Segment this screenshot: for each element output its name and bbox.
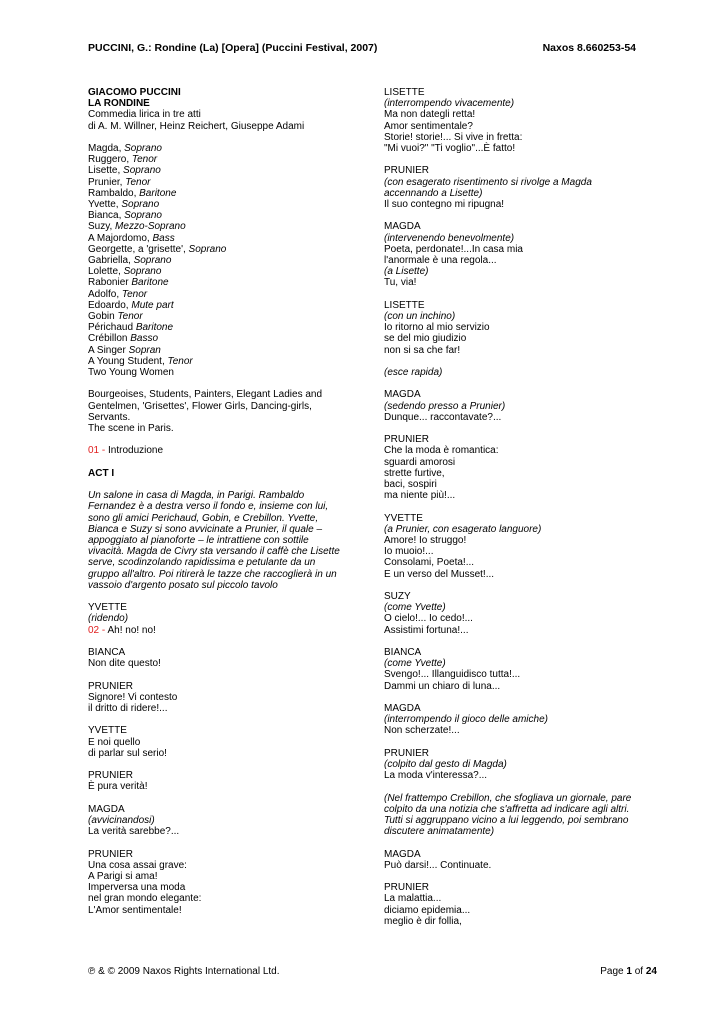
- libretto-line: PRUNIER: [384, 165, 430, 177]
- libretto-line: MAGDA: [384, 221, 421, 233]
- libretto-line: non si sa che far!: [384, 344, 461, 356]
- libretto-line: Io muoio!...: [384, 546, 434, 558]
- voice-type: Soprano: [121, 199, 160, 211]
- line-text: Yvette,: [88, 199, 122, 211]
- libretto-line: "Mi vuoi?" "Ti voglio"...È fatto!: [384, 143, 516, 155]
- libretto-line: MAGDA: [384, 848, 421, 860]
- libretto-line: Dammi un chiaro di luna...: [384, 680, 501, 692]
- spacer: [384, 781, 646, 792]
- libretto-line: [88, 233, 343, 244]
- libretto-line: Poeta, perdonate!...In casa mia: [384, 243, 523, 255]
- libretto-line: [88, 255, 343, 266]
- libretto-line: PRUNIER: [384, 747, 430, 759]
- libretto-line: PRUNIER: [88, 770, 134, 782]
- line-text: Lisette,: [88, 165, 124, 177]
- spacer: [384, 378, 646, 389]
- libretto-line: Un salone in casa di Magda, in Parigi. Rambaldo: [88, 490, 305, 502]
- spacer: [384, 423, 646, 434]
- libretto-line: The scene in Paris.: [88, 423, 174, 435]
- libretto-line: La malattia...: [384, 893, 442, 905]
- libretto-line: [88, 177, 343, 188]
- spacer: [88, 479, 343, 490]
- voice-type: Basso: [130, 333, 159, 345]
- spacer: [384, 580, 646, 591]
- libretto-line: MAGDA: [88, 803, 125, 815]
- libretto-line: (come Yvette): [384, 658, 446, 670]
- libretto-line: [88, 356, 343, 367]
- libretto-line: [88, 199, 343, 210]
- libretto-line: YVETTE: [88, 725, 127, 737]
- libretto-line: PRUNIER: [384, 434, 430, 446]
- libretto-line: [88, 154, 343, 165]
- libretto-line: [88, 445, 343, 456]
- libretto-line: PRUNIER: [88, 848, 134, 860]
- libretto-line: Può darsi!... Continuate.: [384, 859, 492, 871]
- libretto-line: (intervenendo benevolmente): [384, 232, 515, 244]
- spacer: [384, 636, 646, 647]
- voice-type: Tenor: [131, 154, 158, 166]
- voice-type: Baritone: [135, 322, 174, 334]
- libretto-line: GIACOMO PUCCINI: [88, 87, 181, 98]
- spacer: [88, 636, 343, 647]
- libretto-line: vivacità. Magda de Civry sta versando il caffè che Lisette: [88, 546, 340, 558]
- libretto-line: La verità sarebbe?...: [88, 826, 180, 838]
- track-number: 01 -: [88, 445, 109, 457]
- libretto-line: MAGDA: [384, 389, 421, 401]
- libretto-line: (a Prunier, con esagerato languore): [384, 523, 542, 535]
- line-text: A Singer: [88, 344, 129, 356]
- libretto-line: Il suo contegno mi ripugna!: [384, 199, 505, 211]
- libretto-line: [88, 333, 343, 344]
- libretto-line: di parlar sul serio!: [88, 747, 167, 759]
- libretto-line: PRUNIER: [88, 680, 134, 692]
- document-title: PUCCINI, G.: Rondine (La) [Opera] (Puccini Festival, 2007): [88, 42, 378, 54]
- line-text: Magda,: [88, 143, 125, 154]
- libretto-line: Non dite questo!: [88, 658, 161, 670]
- voice-type: Mezzo-Soprano: [115, 221, 186, 233]
- spacer: [88, 793, 343, 804]
- line-text: Rambaldo,: [88, 187, 140, 199]
- libretto-line: [88, 143, 343, 154]
- line-text: Gabriella,: [88, 255, 134, 267]
- libretto-line: Tu, via!: [384, 277, 417, 289]
- page-separator: of: [631, 966, 646, 977]
- libretto-line: [88, 277, 343, 288]
- libretto-line: [88, 345, 343, 356]
- libretto-line: ma niente più!...: [384, 490, 456, 502]
- line-text: Georgette, a 'grisette',: [88, 243, 189, 255]
- libretto-line: Che la moda è romantica:: [384, 445, 499, 457]
- libretto-line: strette furtive,: [384, 467, 445, 479]
- libretto-line: [88, 266, 343, 277]
- libretto-line: discutere animatamente): [384, 826, 495, 838]
- libretto-line: sono gli amici Perichaud, Gobin, e Crebillon. Yvette,: [88, 512, 319, 524]
- libretto-line: PRUNIER: [384, 882, 430, 894]
- libretto-line: ACT I: [88, 467, 115, 479]
- spacer: [88, 669, 343, 680]
- libretto-line: (colpito dal gesto di Magda): [384, 759, 507, 771]
- libretto-line: E noi quello: [88, 736, 141, 748]
- libretto-line: [88, 244, 343, 255]
- libretto-line: Ma non dategli retta!: [384, 109, 476, 121]
- page-total: 24: [645, 966, 657, 977]
- voice-type: Soprano: [124, 210, 162, 222]
- libretto-line: (Nel frattempo Crebillon, che sfogliava un giornale, pare: [384, 792, 632, 804]
- spacer: [384, 837, 646, 848]
- libretto-line: appoggiato al pianoforte – le intrattiene con sottile: [88, 535, 309, 547]
- libretto-line: Amore! Io struggo!: [384, 535, 467, 547]
- libretto-line: L'Amor sentimentale!: [88, 904, 182, 916]
- libretto-line: gruppo all'altro. Poi ritirerà le tazze che raccoglierà in un: [88, 568, 337, 580]
- libretto-line: Two Young Women: [88, 367, 174, 379]
- libretto-right-column: [384, 87, 646, 927]
- voice-type: Soprano: [123, 165, 161, 177]
- libretto-line: BIANCA: [384, 647, 422, 659]
- voice-type: Soprano: [124, 143, 162, 154]
- line-text: Crébillon: [88, 333, 131, 345]
- libretto-line: [88, 311, 343, 322]
- page-current: 1: [626, 966, 632, 977]
- libretto-line: La moda v'interessa?...: [384, 770, 488, 782]
- line-text: Lolette,: [88, 266, 124, 278]
- libretto-line: Assistimi fortuna!...: [384, 624, 469, 636]
- libretto-line: (sedendo presso a Prunier): [384, 400, 506, 412]
- libretto-line: Bianca e Suzy si sono avvicinate a Prunier, il quale –: [88, 523, 323, 535]
- spacer: [88, 132, 343, 143]
- spacer: [384, 289, 646, 300]
- line-text: Edoardo,: [88, 299, 132, 311]
- libretto-line: colpito da una notizia che s'affretta ad indicare agli altri.: [384, 803, 630, 815]
- copyright-notice: ℗ & © 2009 Naxos Rights International Ltd.: [88, 966, 280, 977]
- spacer: [88, 759, 343, 770]
- libretto-line: YVETTE: [384, 512, 423, 524]
- libretto-line: (interrompendo vivacemente): [384, 98, 515, 110]
- page-header: [88, 43, 636, 57]
- voice-type: Bass: [152, 232, 175, 244]
- spacer: [384, 692, 646, 703]
- page-footer: [88, 966, 657, 980]
- libretto-line: Bourgeoises, Students, Painters, Elegant Ladies and: [88, 389, 323, 401]
- spacer: [384, 871, 646, 882]
- spacer: [384, 737, 646, 748]
- voice-type: Tenor: [121, 288, 148, 300]
- libretto-line: (come Yvette): [384, 602, 446, 614]
- libretto-line: Gentelmen, 'Grisettes', Flower Girls, Dancing-girls,: [88, 400, 312, 412]
- line-text: A Majordomo,: [88, 232, 153, 244]
- voice-type: Tenor: [167, 355, 193, 367]
- libretto-line: [88, 625, 343, 636]
- line-text: Prunier,: [88, 176, 126, 188]
- spacer: [384, 154, 646, 165]
- libretto-left-column: [88, 87, 343, 916]
- libretto-line: Amor sentimentale?: [384, 120, 473, 132]
- libretto-line: [88, 289, 343, 300]
- voice-type: Sopran: [128, 344, 161, 356]
- libretto-line: [88, 322, 343, 333]
- libretto-line: Consolami, Poeta!...: [384, 557, 475, 569]
- libretto-line: diciamo epidemia...: [384, 904, 471, 916]
- libretto-line: meglio è dir follia,: [384, 915, 462, 927]
- libretto-line: È pura verità!: [88, 781, 148, 793]
- line-text: A Young Student,: [88, 355, 168, 367]
- libretto-line: nel gran mondo elegante:: [88, 893, 202, 905]
- libretto-line: Servants.: [88, 411, 131, 423]
- spacer: [88, 714, 343, 725]
- line-text: Périchaud: [88, 322, 136, 334]
- libretto-line: LISETTE: [384, 87, 425, 98]
- libretto-line: A Parigi si ama!: [88, 871, 158, 883]
- libretto-line: O cielo!... Io cedo!...: [384, 613, 473, 625]
- libretto-line: (con esagerato risentimento si rivolge a Magda: [384, 176, 592, 188]
- line-text: Gobin: [88, 311, 118, 323]
- libretto-line: (a Lisette): [384, 266, 429, 278]
- libretto-line: [88, 165, 343, 176]
- voice-type: Baritone: [139, 187, 177, 199]
- libretto-line: Imperversa una moda: [88, 882, 186, 894]
- catalog-number: Naxos 8.660253-54: [542, 42, 636, 54]
- libretto-line: LISETTE: [384, 299, 425, 311]
- libretto-line: (avvicinandosi): [88, 815, 155, 827]
- spacer: [384, 501, 646, 512]
- libretto-line: (interrompendo il gioco delle amiche): [384, 714, 548, 726]
- libretto-line: BIANCA: [88, 647, 126, 659]
- libretto-line: [88, 300, 343, 311]
- spacer: [384, 356, 646, 367]
- voice-type: Mute part: [131, 299, 174, 311]
- voice-type: Baritone: [131, 277, 169, 289]
- libretto-line: E un verso del Musset!...: [384, 568, 495, 580]
- track-number: 02 -: [88, 624, 108, 636]
- libretto-line: Signore! Vi contesto: [88, 691, 178, 703]
- voice-type: Soprano: [123, 266, 162, 278]
- libretto-line: SUZY: [384, 591, 411, 603]
- spacer: [384, 210, 646, 221]
- spacer: [88, 591, 343, 602]
- libretto-line: Una cosa assai grave:: [88, 859, 187, 871]
- voice-type: Soprano: [133, 255, 172, 267]
- libretto-line: baci, sospiri: [384, 479, 437, 491]
- libretto-line: sguardi amorosi: [384, 456, 456, 468]
- line-text: Bianca,: [88, 210, 125, 222]
- libretto-line: il dritto di ridere!...: [88, 703, 168, 715]
- page-prefix: Page: [600, 966, 627, 977]
- libretto-line: Non scherzate!...: [384, 725, 460, 737]
- line-text: Introduzione: [108, 445, 164, 457]
- libretto-line: [88, 210, 343, 221]
- libretto-line: Storie! storie!... Si vive in fretta:: [384, 131, 523, 143]
- spacer: [88, 434, 343, 445]
- libretto-line: MAGDA: [384, 703, 421, 715]
- libretto-line: serve, scodinzolando rapidissima e petulante da un: [88, 557, 316, 569]
- line-text: Rabonier: [88, 277, 132, 289]
- line-text: Ruggero,: [88, 154, 132, 166]
- libretto-line: (esce rapida): [384, 367, 443, 379]
- libretto-line: accennando a Lisette): [384, 187, 483, 199]
- libretto-line: Io ritorno al mio servizio: [384, 322, 490, 334]
- libretto-line: Fernandez è a destra verso il fondo e, insieme con lui,: [88, 501, 329, 513]
- line-text: Suzy,: [88, 221, 116, 233]
- voice-type: Soprano: [188, 243, 227, 255]
- libretto-line: vassoio d'argento posato sul piccolo tavolo: [88, 579, 278, 591]
- libretto-line: l'anormale è una regola...: [384, 255, 497, 267]
- libretto-line: [88, 188, 343, 199]
- libretto-line: Svengo!... Illanguidisco tutta!...: [384, 669, 521, 681]
- line-text: Ah! no! no!: [107, 624, 156, 636]
- spacer: [88, 378, 343, 389]
- voice-type: Tenor: [125, 176, 151, 188]
- libretto-line: [88, 221, 343, 232]
- libretto-line: (con un inchino): [384, 311, 456, 323]
- libretto-line: LA RONDINE: [88, 98, 150, 110]
- line-text: Adolfo,: [88, 288, 122, 300]
- spacer: [88, 457, 343, 468]
- page-number: [600, 966, 657, 977]
- libretto-line: Dunque... raccontavate?...: [384, 411, 502, 423]
- libretto-line: se del mio giudizio: [384, 333, 467, 345]
- libretto-line: di A. M. Willner, Heinz Reichert, Giuseppe Adami: [88, 120, 305, 132]
- voice-type: Tenor: [117, 311, 143, 323]
- libretto-line: (ridendo): [88, 613, 129, 625]
- libretto-line: YVETTE: [88, 602, 127, 614]
- spacer: [88, 837, 343, 848]
- libretto-line: Tutti si aggruppano vicino a lui leggendo, poi sembrano: [384, 815, 629, 827]
- libretto-line: Commedia lirica in tre atti: [88, 109, 201, 121]
